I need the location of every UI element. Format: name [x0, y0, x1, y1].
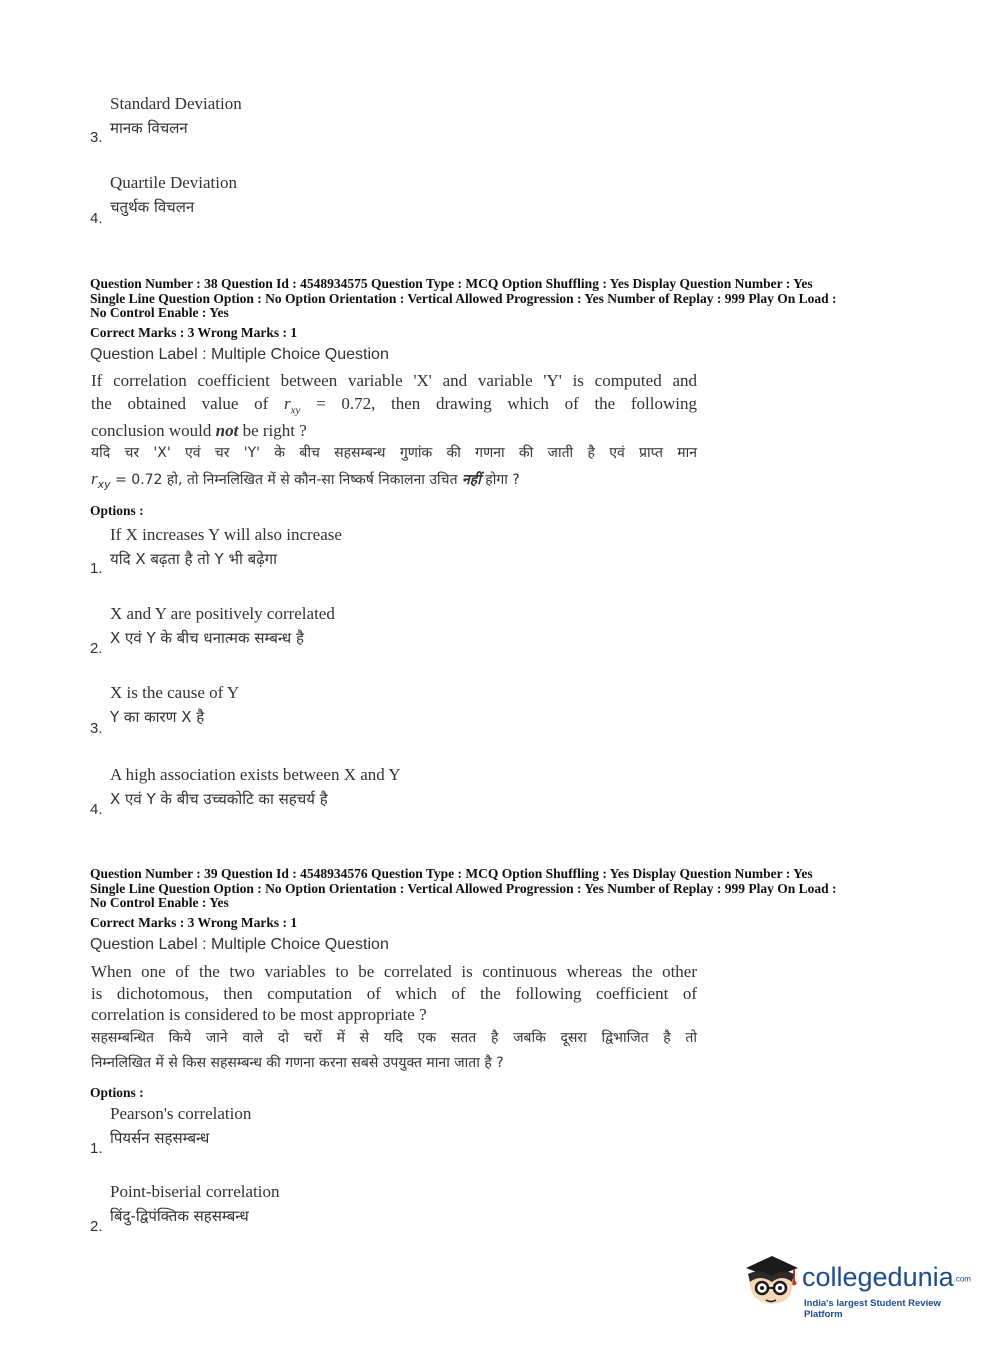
q38-text-hi-line-2 [91, 466, 697, 497]
prev-option-4-hi: चतुर्थक विचलन [110, 198, 195, 216]
logo-tagline: India's largest Student Review Platform [804, 1298, 941, 1320]
q38-text-hi-line-1: यदि चर 'X' एवं चर 'Y' के बीच सहसम्बन्ध गुणांक की गणना की जाती है एवं प्राप्त मान [91, 445, 697, 461]
q38-option-2-en: X and Y are positively correlated [110, 604, 335, 623]
q39-options-heading: Options : [90, 1085, 144, 1100]
q38-option-1-en: If X increases Y will also increase [110, 525, 342, 544]
q38-option-3-number: 3. [90, 720, 103, 737]
q38-hi-r-symbol: r [91, 469, 98, 488]
prev-option-4-number: 4. [90, 210, 103, 227]
q38-option-3-hi: Y का कारण X है [110, 708, 205, 726]
q39-text-en-line-3: correlation is considered to be most appropriate ? [91, 1005, 427, 1024]
q38-hi-line2-b: होगा ? [480, 472, 520, 488]
prev-option-3-number: 3. [90, 129, 103, 146]
q38-option-2-number: 2. [90, 640, 103, 657]
logo-suffix: .com [953, 1274, 971, 1284]
q39-meta-line-1: Question Number : 39 Question Id : 4548934576 Question Type : MCQ Option Shuffling : Yes Display Question Number : Yes [90, 866, 813, 881]
q39-text-hi-line-2: निम्नलिखित में से किस सहसम्बन्ध की गणना करना सबसे उपयुक्त माना जाता है ? [91, 1055, 504, 1071]
q38-marks: Correct Marks : 3 Wrong Marks : 1 [90, 325, 298, 340]
q38-option-4-en: A high association exists between X and Y [110, 765, 401, 784]
q39-meta [90, 867, 837, 911]
q38-meta-line-1: Question Number : 38 Question Id : 4548934575 Question Type : MCQ Option Shuffling : Yes Display Question Number : Yes [90, 276, 813, 291]
q39-marks: Correct Marks : 3 Wrong Marks : 1 [90, 915, 298, 930]
q38-nahi-emphasis: नहीं [462, 472, 481, 488]
q38-hi-r-subscript: xy [97, 477, 111, 491]
q39-text-en-line-1: When one of the two variables to be correlated is continuous whereas the other [91, 962, 697, 981]
q38-r-subscript: xy [290, 404, 301, 417]
q38-option-2-hi: X एवं Y के बीच धनात्मक सम्बन्ध है [110, 629, 305, 647]
q39-meta-line-2: Single Line Question Option : No Option Orientation : Vertical Allowed Progression : Yes Number of Replay : 999 Play On Load : [90, 880, 837, 896]
q39-option-1-en: Pearson's correlation [110, 1104, 252, 1123]
q38-r-symbol: r [284, 394, 291, 413]
q39-text-en-line-2: is dichotomous, then computation of which of the following coefficient of [91, 984, 697, 1003]
q38-en-line3-b: be right ? [238, 421, 307, 440]
q38-option-4-number: 4. [90, 801, 103, 818]
q38-meta-line-2: Single Line Question Option : No Option Orientation : Vertical Allowed Progression : Yes Number of Replay : 999 Play On Load : [90, 290, 837, 306]
q38-en-line3-a: conclusion would [91, 421, 216, 440]
q38-option-1-hi: यदि X बढ़ता है तो Y भी बढ़ेगा [110, 550, 277, 568]
logo-name: collegedunia [802, 1262, 954, 1292]
prev-option-3-en: Standard Deviation [110, 94, 242, 113]
q39-option-2-en: Point-biserial correlation [110, 1182, 280, 1201]
q39-option-1-hi: पियर्सन सहसम्बन्ध [110, 1129, 210, 1147]
q38-text-en-line-1: If correlation coefficient between variable 'X' and variable 'Y' is computed and [91, 371, 697, 390]
prev-option-4-en: Quartile Deviation [110, 173, 237, 192]
q38-text-en-line-2 [91, 392, 697, 422]
q38-meta-line-3: No Control Enable : Yes [90, 305, 229, 321]
q39-option-2-number: 2. [90, 1218, 103, 1235]
q39-meta-line-3: No Control Enable : Yes [90, 895, 229, 911]
q39-option-2-hi: बिंदु-द्विपंक्तिक सहसम्बन्ध [110, 1207, 249, 1225]
q38-hi-line2-a: = 0.72 हो, तो निम्नलिखित में से कौन-सा निष्कर्ष निकालना उचित [110, 472, 462, 488]
collegedunia-logo [742, 1250, 972, 1320]
q38-meta [90, 277, 837, 321]
q38-not-emphasis: not [215, 421, 239, 440]
q39-option-1-number: 1. [90, 1140, 103, 1157]
q38-en-line2-a: the obtained value of [91, 394, 285, 413]
q38-options-heading: Options : [90, 503, 144, 518]
q39-question-label: Question Label : Multiple Choice Question [90, 936, 389, 953]
q38-text-en-line-3 [91, 419, 697, 442]
logo-wordmark [802, 1262, 971, 1293]
mascot-icon [742, 1250, 800, 1312]
q38-option-1-number: 1. [90, 560, 103, 577]
q38-option-4-hi: X एवं Y के बीच उच्चकोटि का सहचर्य है [110, 790, 328, 808]
prev-option-3-hi: मानक विचलन [110, 119, 188, 137]
q39-text-hi-line-1: सहसम्बन्धित किये जाने वाले दो चरों में से यदि एक सतत है जबकि दूसरा द्विभाजित है तो [91, 1030, 697, 1046]
q38-option-3-en: X is the cause of Y [110, 683, 240, 702]
q38-question-label: Question Label : Multiple Choice Question [90, 346, 389, 363]
q38-en-line2-b: = 0.72, then drawing which of the following [300, 394, 697, 413]
